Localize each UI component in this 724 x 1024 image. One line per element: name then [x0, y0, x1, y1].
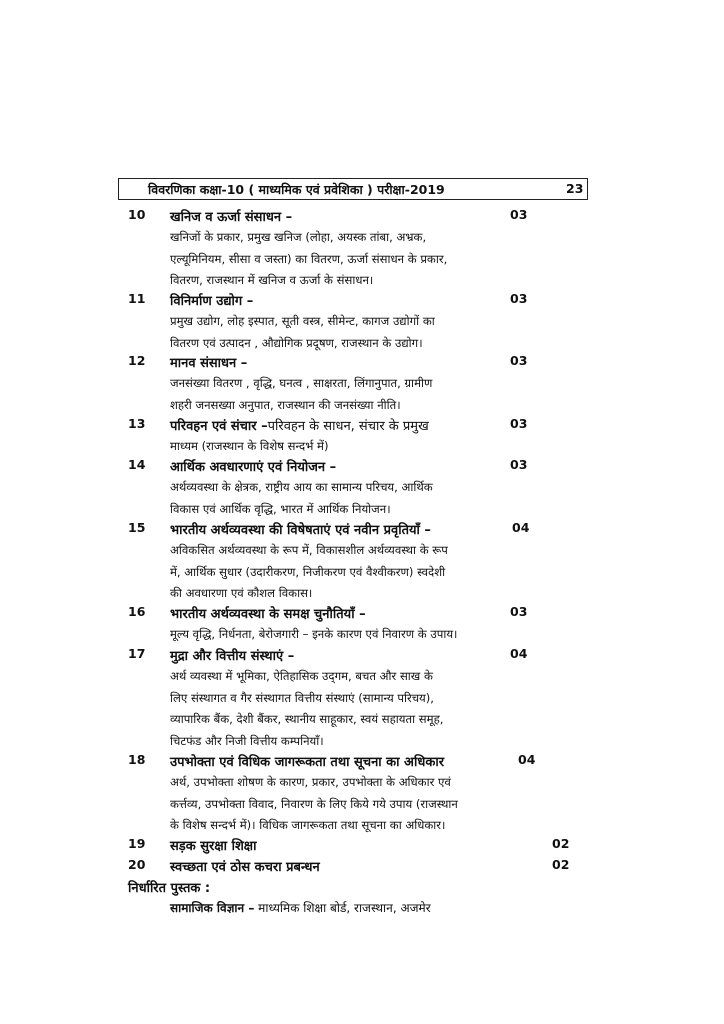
topic-title: स्वच्छता एवं ठोस कचरा प्रबन्धन [170, 860, 320, 875]
topic-description: अर्थ, उपभोक्ता शोषण के कारण, प्रकार, उपभोक्ता के अधिकार एवं कर्त्तव्य, उपभोक्ता विवाद, निवारण के लिए किये गये उपाय (राजस्थान के विशेष सन्दर्भ में)। विधिक जागरूकता तथा सूचना का अधिकार। [170, 775, 458, 832]
topic-description: प्रमुख उद्योग, लोह इस्पात, सूती वस्त्र, सीमेन्ट, कागज उद्योगों का वितरण एवं उत्पादन , औद्योगिक प्रदूषण, राजस्थान के उद्योग। [170, 314, 435, 350]
topic-description: अर्थव्यवस्था के क्षेत्रक, राष्ट्रीय आय का सामान्य परिचय, आर्थिक विकास एवं आर्थिक वृद्धि, भारत में आर्थिक नियोजन। [170, 480, 433, 516]
topic-marks: 04 [510, 646, 528, 661]
topic-title: उपभोक्ता एवं विधिक जागरूकता तथा सूचना का अधिकार [170, 755, 445, 770]
topic-description: अर्थ व्यवस्था में भूमिका, ऐतिहासिक उद्‌गम, बचत और साख के लिए संस्थागत व गैर संस्थागत वित्तीय संस्थाएं (सामान्य परिचय), व्यापारिक बैंक, देशी बैंकर, स्थानीय साहूकार, स्वयं सहायता समूह, चिटफंड और निजी वित्तीय कम्पनियाँ। [170, 669, 444, 748]
topic-number: 17 [128, 646, 146, 661]
topic-number: 14 [128, 457, 146, 472]
topic-number: 19 [128, 836, 146, 851]
book-title: सामाजिक विज्ञान – [170, 901, 255, 915]
topic-title: भारतीय अर्थव्यवस्था के समक्ष चुनौतियाँ – [170, 607, 366, 622]
topic-marks: 04 [518, 752, 536, 767]
topic-title: मुद्रा और वित्तीय संस्थाएं – [170, 649, 295, 664]
topic-description: मूल्य वृद्धि, निर्धनता, बेरोजगारी – इनके कारण एवं निवारण के उपाय। [170, 627, 458, 641]
topic-marks: 03 [510, 291, 528, 306]
prescribed-book [170, 899, 431, 916]
topic-title: विनिर्माण उद्योग – [170, 294, 254, 309]
prescribed-books-heading: निर्धारित पुस्तक : [128, 881, 211, 896]
topic-title: परिवहन एवं संचार –परिवहन के साधन, संचार के प्रमुख [170, 419, 429, 434]
topic-title: मानव संसाधन – [170, 356, 248, 371]
topic-marks: 03 [510, 416, 528, 431]
topic-number: 18 [128, 752, 146, 767]
topic-description: अविकसित अर्थव्यवस्था के रूप में, विकासशील अर्थव्यवस्था के रूप में, आर्थिक सुधार (उदारीकरण, निजीकरण एवं वैश्वीकरण) स्वदेशी की अवधारणा एवं कौशल विकास। [170, 543, 448, 600]
topic-marks: 03 [510, 457, 528, 472]
topic-title: भारतीय अर्थव्यवस्था की विषेषताएं एवं नवीन प्रवृतियाँ – [170, 523, 431, 538]
topic-number: 12 [128, 353, 146, 368]
page-header-title: विवरणिका कक्षा-10 ( माध्यमिक एवं प्रवेशिका ) परीक्षा-2019 [148, 182, 445, 197]
topic-marks: 03 [510, 353, 528, 368]
topic-number: 16 [128, 604, 146, 619]
topic-title: सड़क सुरक्षा शिक्षा [170, 839, 257, 854]
topic-title: खनिज व ऊर्जा संसाधन – [170, 210, 293, 225]
topic-marks: 03 [510, 604, 528, 619]
topic-number: 10 [128, 207, 146, 222]
page-number: 23 [566, 181, 584, 196]
book-publisher: माध्यमिक शिक्षा बोर्ड, राजस्थान, अजमेर [258, 901, 431, 915]
topic-number: 20 [128, 857, 146, 872]
topic-marks: 02 [552, 836, 570, 851]
topic-title: आर्थिक अवधारणाएं एवं नियोजन – [170, 460, 337, 475]
topic-number: 13 [128, 416, 146, 431]
topic-marks: 04 [512, 520, 530, 535]
topic-description: माध्यम (राजस्थान के विशेष सन्दर्भ में) [170, 439, 329, 453]
topic-description: खनिजों के प्रकार, प्रमुख खनिज (लोहा, अयस्क तांबा, अभ्रक, एल्यूमिनियम, सीसा व जस्ता) का वितरण, ऊर्जा संसाधन के प्रकार, वितरण, राजस्थान में खनिज व ऊर्जा के संसाधन। [170, 230, 448, 287]
topic-number: 11 [128, 291, 146, 306]
topic-number: 15 [128, 520, 146, 535]
topic-description: जनसंख्या वितरण , वृद्धि, घनत्व , साक्षरता, लिंगानुपात, ग्रामीण शहरी जनसख्या अनुपात, राजस्थान की जनसंख्या नीति। [170, 376, 433, 412]
topic-marks: 03 [510, 207, 528, 222]
topic-marks: 02 [552, 857, 570, 872]
topic-title-rest: परिवहन के साधन, संचार के प्रमुख [267, 419, 429, 434]
